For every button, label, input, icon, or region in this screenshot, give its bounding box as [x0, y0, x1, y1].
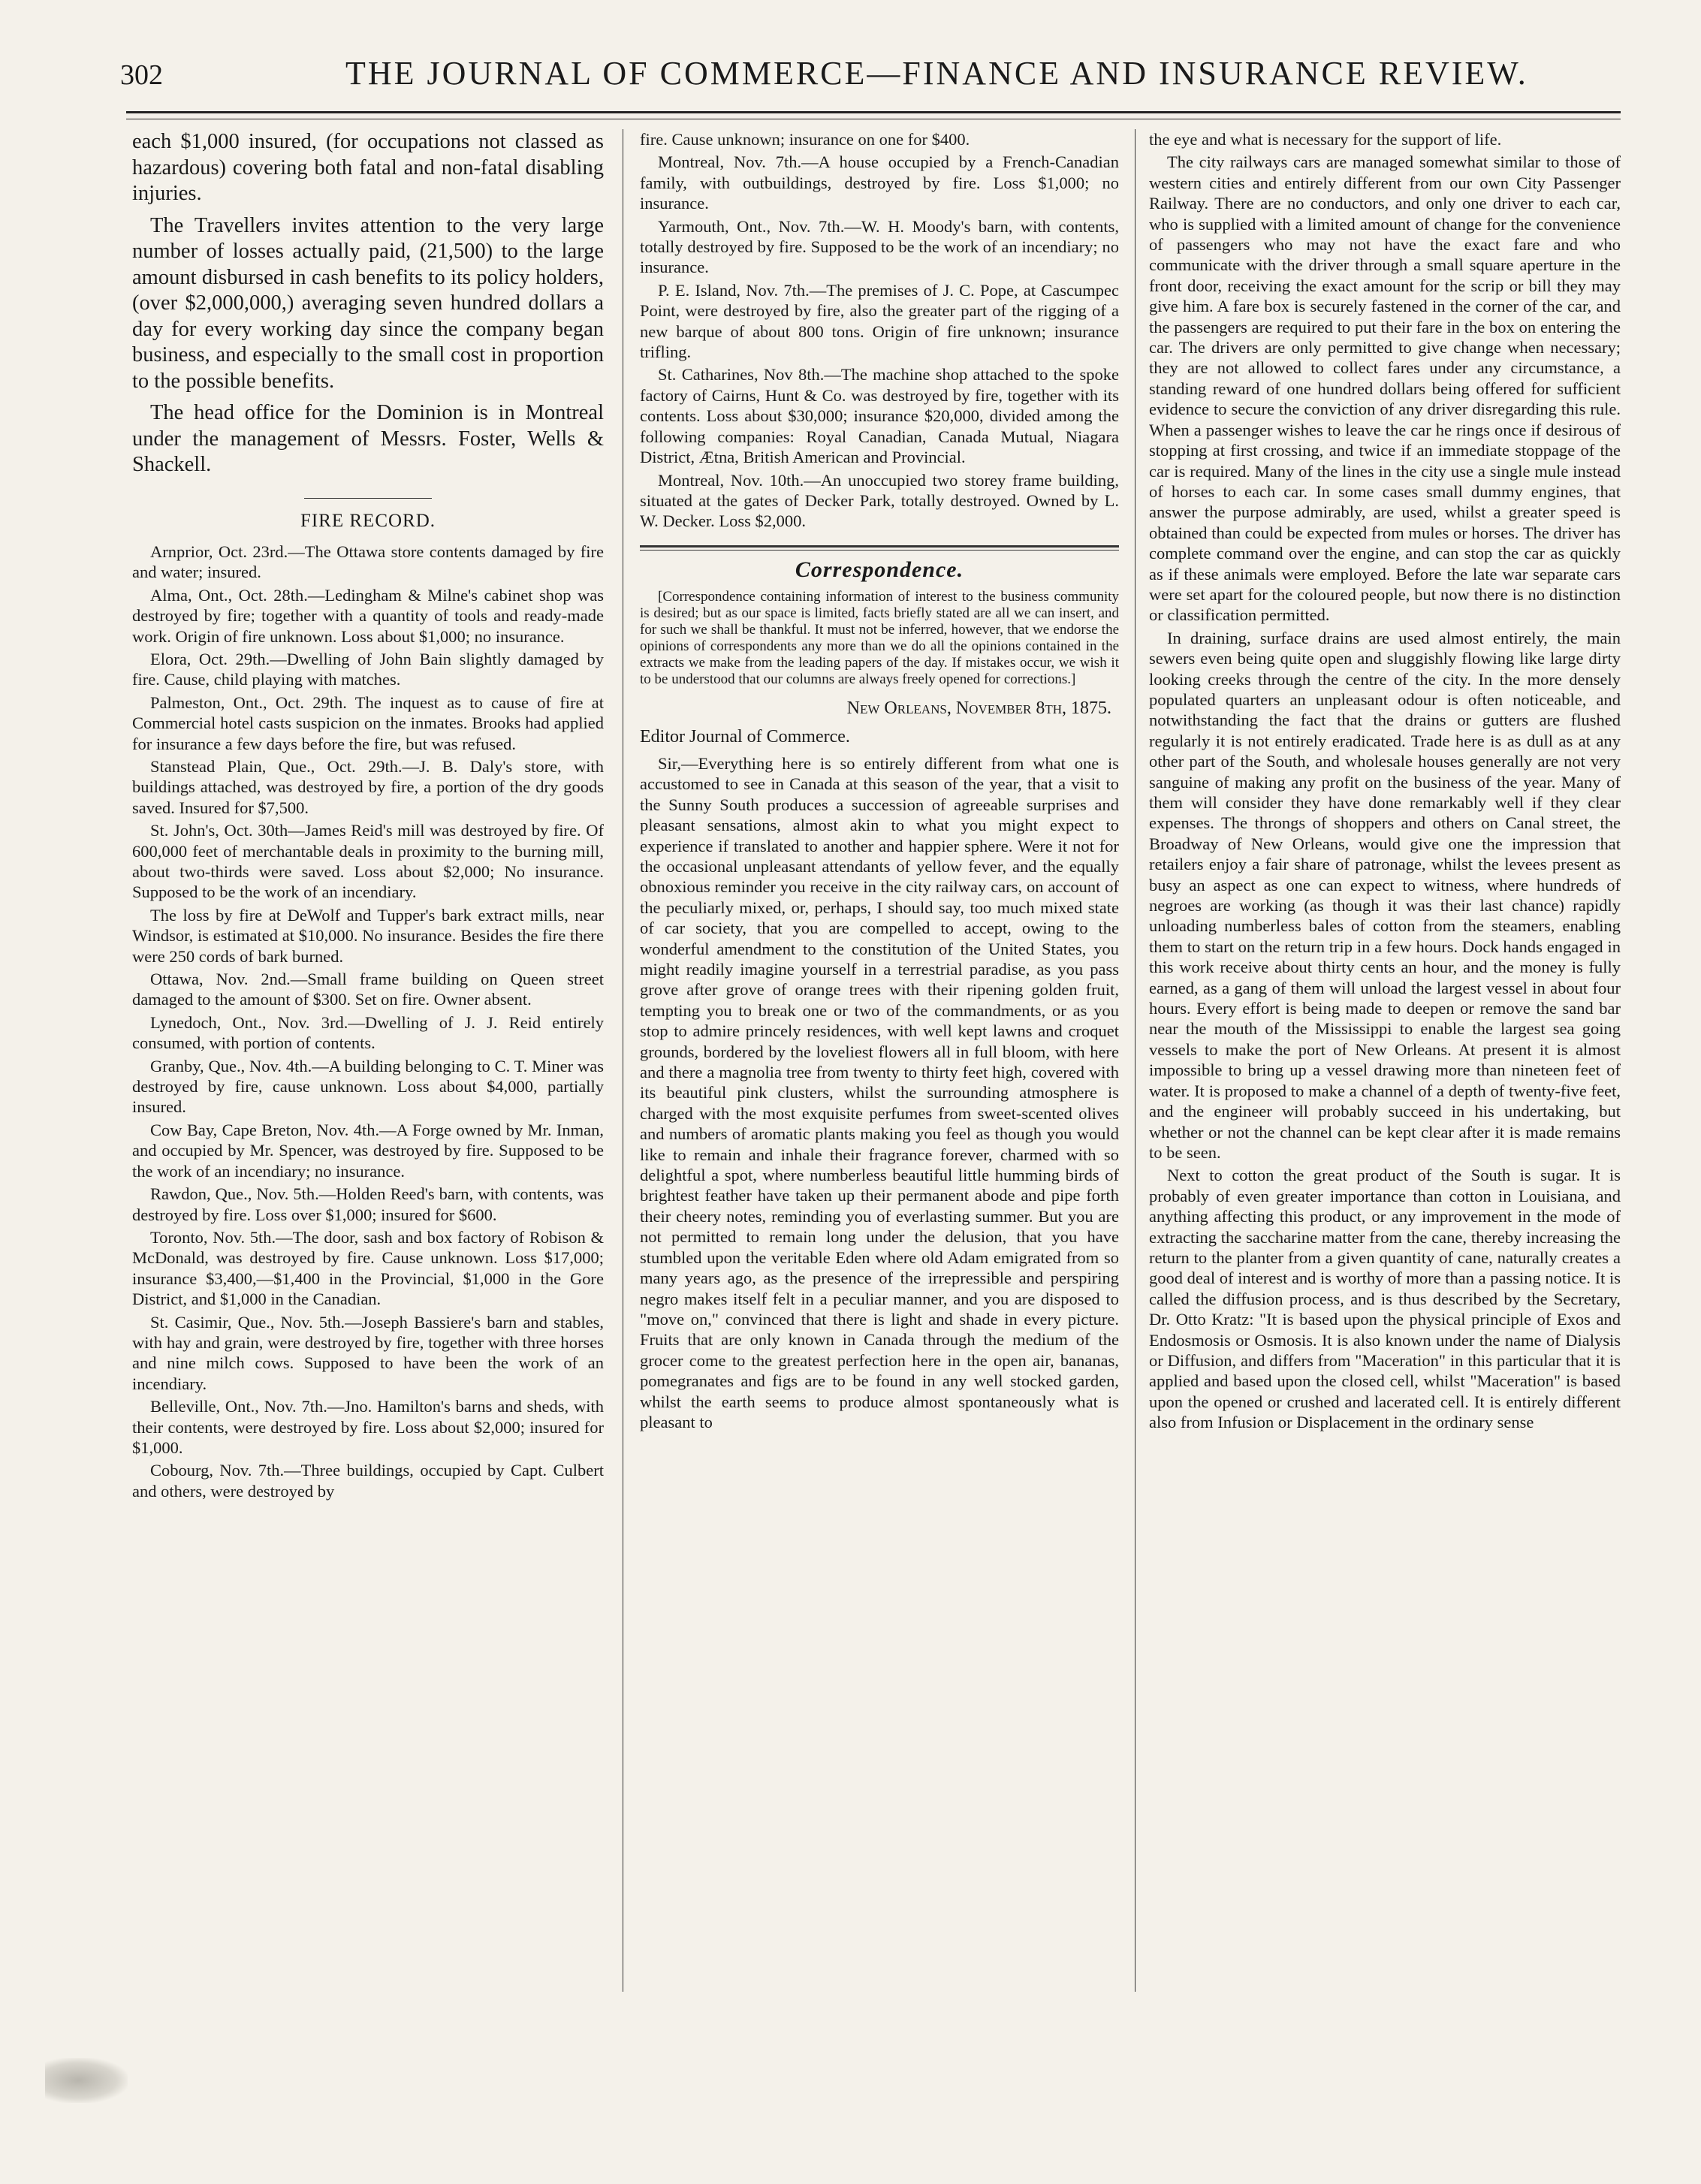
letter-paragraph: In draining, surface drains are used almost entirely, the main sewers even being quite open and sluggishly flowing like large dirty looking creeks through the centre of the city. In the more densely populated quarters an unpleasant odour is often noticeable, and notwithstanding the fact that the drains or gutters are flushed regularly it is not entirely eradicated. Trade here is as dull as at any other part of the South, and wholesale houses generally are not very sanguine of making any profit on the business of the year. Many of them will consider they have done remarkably well if they clear expenses. The throngs of shoppers and others on Canal street, the Broadway of New Orleans, would give one the impression that retailers enjoy a fair share of patronage, whilst the levees present as busy an aspect as one can expect to witness, where hundreds of negroes are working (as though it was their last chance) rapidly unloading numberless bales of cotton from the steamers, enabling them to start on the return trip in a few hours. Dock hands engaged in this work receive about thirty cents an hour, and the money is fully earned, as a gang of them will unload the largest vessel in about four hours. Every effort is being made to deepen or remove the sand bar near the mouth of the Mississippi to enable the largest sea going vessels to make the port of New Orleans. At present it is almost impossible to bring up a vessel drawing more than nineteen feet of water. It is proposed to make a channel of a depth of twenty-five feet, and the engineer will probably succeed in his undertaking, but whether or not the channel can be kept clear after it is made remains to be seen.	[1149, 628, 1621, 1162]
letter-paragraph: the eye and what is necessary for the support of life.	[1149, 130, 1502, 149]
fire-item: Granby, Que., Nov. 4th.—A building belonging to C. T. Miner was destroyed by fire, cause unknown. Loss about $4,000, partially insured.	[132, 1056, 604, 1117]
fire-item: St. Catharines, Nov 8th.—The machine shop attached to the spoke factory of Cairns, Hunt & Co. was destroyed by fire, together with its contents. Loss about $30,000; insurance $20,000, divided among the following companies: Royal Canadian, Canada Mutual, Niagara District, Ætna, British American and Provincial.	[640, 365, 1119, 467]
middle-column	[640, 129, 1119, 2007]
scan-smudge	[45, 2058, 128, 2103]
fire-item: Rawdon, Que., Nov. 5th.—Holden Reed's barn, with contents, was destroyed by fire. Loss over $1,000; insured for $600.	[132, 1184, 604, 1224]
fire-item: Arnprior, Oct. 23rd.—The Ottawa store contents damaged by fire and water; insured.	[132, 541, 604, 582]
section-rule	[304, 498, 432, 499]
section-double-rule	[640, 545, 1119, 551]
letter-salutation: Editor Journal of Commerce.	[640, 726, 850, 747]
travellers-paragraph: The head office for the Dominion is in Montreal under the management of Messrs. Foster, Wells & Shackell.	[132, 401, 604, 476]
travellers-paragraph: each $1,000 insured, (for occupations not classed as hazardous) covering both fatal and non-fatal disabling injuries.	[132, 130, 604, 205]
fire-item: Cobourg, Nov. 7th.—Three buildings, occupied by Capt. Culbert and others, were destroyed by	[132, 1461, 604, 1501]
journal-title: THE JOURNAL OF COMMERCE—FINANCE AND INSURANCE REVIEW.	[345, 55, 1528, 92]
correspondence-heading: Correspondence.	[795, 557, 964, 582]
fire-item: Cow Bay, Cape Breton, Nov. 4th.—A Forge owned by Mr. Inman, and occupied by Mr. Spencer, was destroyed by fire. Supposed to be the work of an incendiary; no insurance.	[132, 1120, 604, 1181]
column-divider	[1135, 129, 1136, 1992]
left-column	[132, 129, 604, 2007]
fire-item: Montreal, Nov. 7th.—A house occupied by a French-Canadian family, with outbuildings, destroyed by fire. Loss $1,000; no insurance.	[640, 152, 1119, 213]
fire-item: Toronto, Nov. 5th.—The door, sash and box factory of Robison & McDonald, was destroyed by fire. Cause unknown. Loss $17,000; insurance $3,400,—$1,400 in the Provincial, $1,000 in the Gore District, and $1,000 in the Canadian.	[132, 1227, 604, 1309]
right-column	[1149, 129, 1621, 2007]
fire-item: The loss by fire at DeWolf and Tupper's bark extract mills, near Windsor, is estimated at $10,000. No insurance. Besides the fire there were 250 cords of bark burned.	[132, 905, 604, 966]
letter-paragraph: The city railways cars are managed somewhat similar to those of western cities and entirely different from our own City Passenger Railway. There are no conductors, and only one driver to each car, who is supplied with a limited amount of change for the convenience of passengers who may not have the exact fare and who communicate with the driver through a small square aperture in the front door, receiving the exact amount for the scrip or bill they may give him. A fare box is securely fastened in the corner of the car, and the passengers are required to put their fare in the box on entering the car. The drivers are only permitted to give change when necessary; they are not allowed to collect fares under any circumstance, a standing reward of one hundred dollars being offered for sufficient evidence to secure the conviction of any driver disregarding this rule. When a passenger wishes to leave the car he rings once if desirous of stopping at first crossing, and twice if an immediate stoppage of the car is required. Many of the lines in the city use a single mule instead of horses to each car. In some cases small dummy engines, that answer the purpose admirably, are used, whilst a greater speed is obtained than could be expected from mules or horses. The driver has complete command over the engine, and can stop the car as quickly as if these animals were employed. Before the late war separate cars were set apart for the coloured people, but now there is no distinction or classification permitted.	[1149, 152, 1621, 625]
fire-item: St. John's, Oct. 30th—James Reid's mill was destroyed by fire. Of 600,000 feet of merchantable deals in proximity to the burning mill, about two-thirds were saved. Loss about $2,000; No insurance. Supposed to be the work of an incendiary.	[132, 821, 604, 902]
letter-paragraph: Next to cotton the great product of the South is sugar. It is probably of even greater importance than cotton in Louisiana, and anything affecting this product, or any improvement in the mode of extracting the saccharine matter from the cane, thereby increasing the return to the planter from a given quantity of cane, naturally creates a good deal of interest and is worthy of more than a passing notice. It is called the diffusion process, and is thus described by the Secretary, Dr. Otto Kratz: "It is based upon the physical principle of Exos and Endosmosis or Osmosis. It is also known under the name of Dialysis or Diffusion, and differs from "Maceration" in this particular that it is applied and based upon the closed cell, whilst "Maceration" is based upon the opened or crushed and lacerated cell. It is entirely different also from Infusion or Displacement in the ordinary sense	[1149, 1166, 1621, 1432]
fire-item: St. Casimir, Que., Nov. 5th.—Joseph Bassiere's barn and stables, with hay and grain, were destroyed by fire, together with three horses and nine milch cows. Supposed to have been the work of an incendiary.	[132, 1312, 604, 1393]
fire-item: Elora, Oct. 29th.—Dwelling of John Bain slightly damaged by fire. Cause, child playing with matches.	[132, 649, 604, 689]
fire-item: Alma, Ont., Oct. 28th.—Ledingham & Milne's cabinet shop was destroyed by fire; together with a quantity of tools and ready-made work. Origin of fire unknown. Loss about $1,000; no insurance.	[132, 585, 604, 646]
fire-item: Yarmouth, Ont., Nov. 7th.—W. H. Moody's barn, with contents, totally destroyed by fire. Supposed to be the work of an incendiary; no insurance.	[640, 216, 1119, 277]
fire-item: Lynedoch, Ont., Nov. 3rd.—Dwelling of J. J. Reid entirely consumed, with portion of contents.	[132, 1012, 604, 1053]
fire-record-heading: FIRE RECORD.	[300, 510, 436, 531]
page-number: 302	[120, 59, 163, 91]
fire-item: P. E. Island, Nov. 7th.—The premises of J. C. Pope, at Cascumpec Point, were destroyed by fire, also the greater part of the rigging of a new barque of about 800 tons. Origin of fire unknown; insurance trifling.	[640, 280, 1119, 362]
letter-dateline: New Orleans, November 8th, 1875.	[846, 698, 1111, 719]
header-rule-thick	[126, 111, 1621, 113]
fire-item: Ottawa, Nov. 2nd.—Small frame building on Queen street damaged to the amount of $300. Set on fire. Owner absent.	[132, 970, 604, 1009]
travellers-paragraph: The Travellers invites attention to the very large number of losses actually paid, (21,500) to the large amount disbursed in cash benefits to its policy holders, (over $2,000,000,) averaging seven hundred dollars a day for every working day since the company began business, and especially to the small cost in proportion to the possible benefits.	[132, 213, 604, 393]
fire-item: Stanstead Plain, Que., Oct. 29th.—J. B. Daly's store, with buildings attached, was destroyed by fire, a portion of the dry goods saved. Insured for $7,500.	[132, 756, 604, 817]
fire-item: fire. Cause unknown; insurance on one for $400.	[640, 130, 970, 149]
fire-item: Montreal, Nov. 10th.—An unoccupied two storey frame building, situated at the gates of Decker Park, totally destroyed. Owned by L. W. Decker. Loss $2,000.	[640, 470, 1119, 531]
letter-paragraph: Sir,—Everything here is so entirely different from what one is accustomed to see in Canada at this season of the year, that a visit to the Sunny South produces a succession of agreeable surprises and pleasant sensations, almost akin to what you might expect to experience if translated to another and happier sphere. Were it not for the occasional unpleasant attendants of yellow fever, and the equally obnoxious reminder you receive in the city railway cars, on account of the peculiarly mixed, or, perhaps, I should say, too much mixed state of car society, that you are compelled to accept, owing to the wonderful amendment to the constitution of the United States, you might readily imagine yourself in a terrestrial paradise, as you pass grove after grove of orange trees with their ripening golden fruit, tempting you to break one or two of the commandments, or as you stop to admire princely residences, with well kept lawns and croquet grounds, bordered by the loveliest flowers all in full bloom, with here and there a magnolia tree from twenty to thirty feet high, covered with its beautiful pink clusters, whilst the surrounding atmosphere is charged with the most exquisite perfumes from sweet-scented olives and numbers of aromatic plants making you feel as though you would like to remain and inhale their fragrance forever, charmed with so delightful a spot, where numberless beautiful little humming birds of brightest feather have taken up their permanent abode and pipe forth their cheery notes, reminding you of everlasting summer. But you are not permitted to remain long under the delusion, that you have stumbled upon the veritable Eden where old Adam emigrated from so many years ago, as the presence of the irrepressible and perspiring negro makes itself felt in a peculiar manner, and you are disposed to "move on," convinced that there is light and shade in every picture. Fruits that are only known in Canada through the medium of the grocer come to the greatest perfection here in the open air, bananas, pomegranates and figs are to be found in any well stocked garden, whilst the earth seems to produce almost spontaneously what is pleasant to	[640, 753, 1119, 1431]
fire-item: Palmeston, Ont., Oct. 29th. The inquest as to cause of fire at Commercial hotel casts suspicion on the inmates. Brooks had applied for insurance a few days before the fire, but was refused.	[132, 692, 604, 753]
correspondence-note: [Correspondence containing information of interest to the business community is desired; but as our space is limited, facts briefly stated are all we can insert, and for such we shall be thankful. It must not be inferred, however, that we endorse the opinions of correspondents any more than we do all the opinions contained in the extracts we make from the leading papers of the day. If mistakes occur, we wish it to be understood that our columns are always freely opened for corrections.]	[640, 589, 1119, 688]
page-header	[120, 54, 1615, 99]
fire-item: Belleville, Ont., Nov. 7th.—Jno. Hamilton's barns and sheds, with their contents, were destroyed by fire. Loss about $2,000; insured for $1,000.	[132, 1397, 604, 1457]
